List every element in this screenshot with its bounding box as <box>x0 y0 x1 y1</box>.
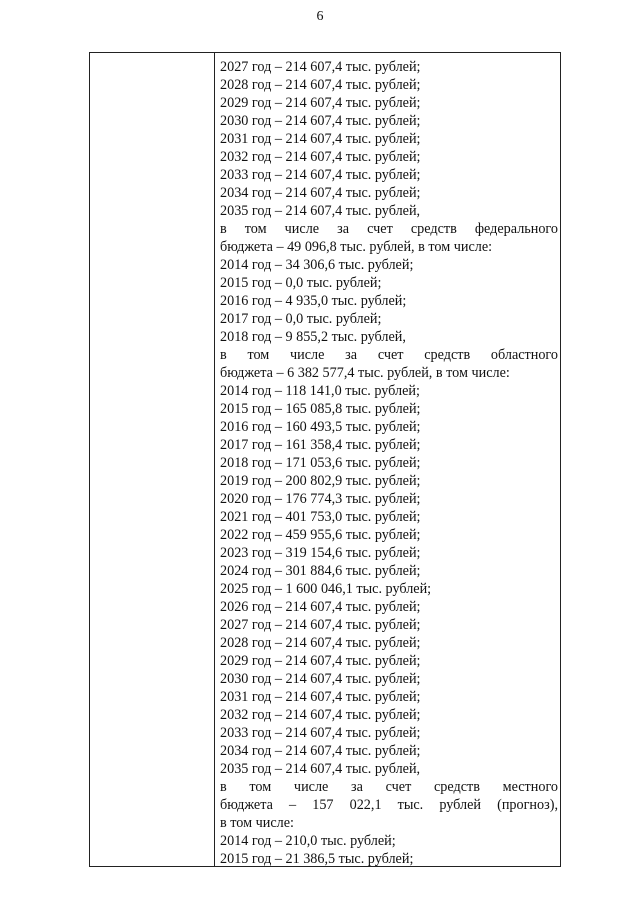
text-line: 2017 год – 161 358,4 тыс. рублей; <box>220 437 421 453</box>
text-line: в том числе за счет средств областного <box>220 347 558 363</box>
text-line: 2015 год – 21 386,5 тыс. рублей; <box>220 851 414 867</box>
text-line: 2029 год – 214 607,4 тыс. рублей; <box>220 95 421 111</box>
text-line: 2027 год – 214 607,4 тыс. рублей; <box>220 617 421 633</box>
text-line: 2015 год – 0,0 тыс. рублей; <box>220 275 382 291</box>
text-line: в том числе за счет средств федерального <box>220 221 558 237</box>
text-line: 2033 год – 214 607,4 тыс. рублей; <box>220 167 421 183</box>
text-line: 2014 год – 34 306,6 тыс. рублей; <box>220 257 414 273</box>
text-line: 2030 год – 214 607,4 тыс. рублей; <box>220 113 421 129</box>
text-line: 2029 год – 214 607,4 тыс. рублей; <box>220 653 421 669</box>
text-line: 2017 год – 0,0 тыс. рублей; <box>220 311 382 327</box>
text-line: 2032 год – 214 607,4 тыс. рублей; <box>220 149 421 165</box>
text-line: бюджета – 49 096,8 тыс. рублей, в том числе: <box>220 239 493 255</box>
text-line: 2033 год – 214 607,4 тыс. рублей; <box>220 725 421 741</box>
text-line: 2030 год – 214 607,4 тыс. рублей; <box>220 671 421 687</box>
text-line: 2014 год – 210,0 тыс. рублей; <box>220 833 396 849</box>
text-line: бюджета – 157 022,1 тыс. рублей (прогноз), <box>220 797 558 813</box>
text-line: 2035 год – 214 607,4 тыс. рублей, <box>220 761 421 777</box>
text-line: бюджета – 6 382 577,4 тыс. рублей, в том числе: <box>220 365 510 381</box>
text-line: 2015 год – 165 085,8 тыс. рублей; <box>220 401 421 417</box>
funding-text-cell <box>220 58 558 868</box>
text-line: 2023 год – 319 154,6 тыс. рублей; <box>220 545 421 561</box>
text-line: 2018 год – 171 053,6 тыс. рублей; <box>220 455 421 471</box>
text-line: 2016 год – 160 493,5 тыс. рублей; <box>220 419 421 435</box>
text-line: 2028 год – 214 607,4 тыс. рублей; <box>220 77 421 93</box>
text-line: 2019 год – 200 802,9 тыс. рублей; <box>220 473 421 489</box>
text-line: в том числе за счет средств местного <box>220 779 558 795</box>
text-line: 2031 год – 214 607,4 тыс. рублей; <box>220 689 421 705</box>
text-line: 2026 год – 214 607,4 тыс. рублей; <box>220 599 421 615</box>
column-divider <box>214 52 215 867</box>
text-line: 2020 год – 176 774,3 тыс. рублей; <box>220 491 421 507</box>
text-line: 2021 год – 401 753,0 тыс. рублей; <box>220 509 421 525</box>
text-line: 2014 год – 118 141,0 тыс. рублей; <box>220 383 420 399</box>
text-line: 2032 год – 214 607,4 тыс. рублей; <box>220 707 421 723</box>
text-line: 2027 год – 214 607,4 тыс. рублей; <box>220 59 421 75</box>
text-line: 2016 год – 4 935,0 тыс. рублей; <box>220 293 407 309</box>
text-line: 2024 год – 301 884,6 тыс. рублей; <box>220 563 421 579</box>
text-line: 2018 год – 9 855,2 тыс. рублей, <box>220 329 406 345</box>
text-line: 2035 год – 214 607,4 тыс. рублей, <box>220 203 421 219</box>
page-number: 6 <box>316 9 324 24</box>
text-line: 2034 год – 214 607,4 тыс. рублей; <box>220 185 421 201</box>
text-line: 2022 год – 459 955,6 тыс. рублей; <box>220 527 421 543</box>
text-line: 2034 год – 214 607,4 тыс. рублей; <box>220 743 421 759</box>
text-line: в том числе: <box>220 815 294 831</box>
text-line: 2025 год – 1 600 046,1 тыс. рублей; <box>220 581 432 597</box>
text-line: 2031 год – 214 607,4 тыс. рублей; <box>220 131 421 147</box>
text-line: 2028 год – 214 607,4 тыс. рублей; <box>220 635 421 651</box>
